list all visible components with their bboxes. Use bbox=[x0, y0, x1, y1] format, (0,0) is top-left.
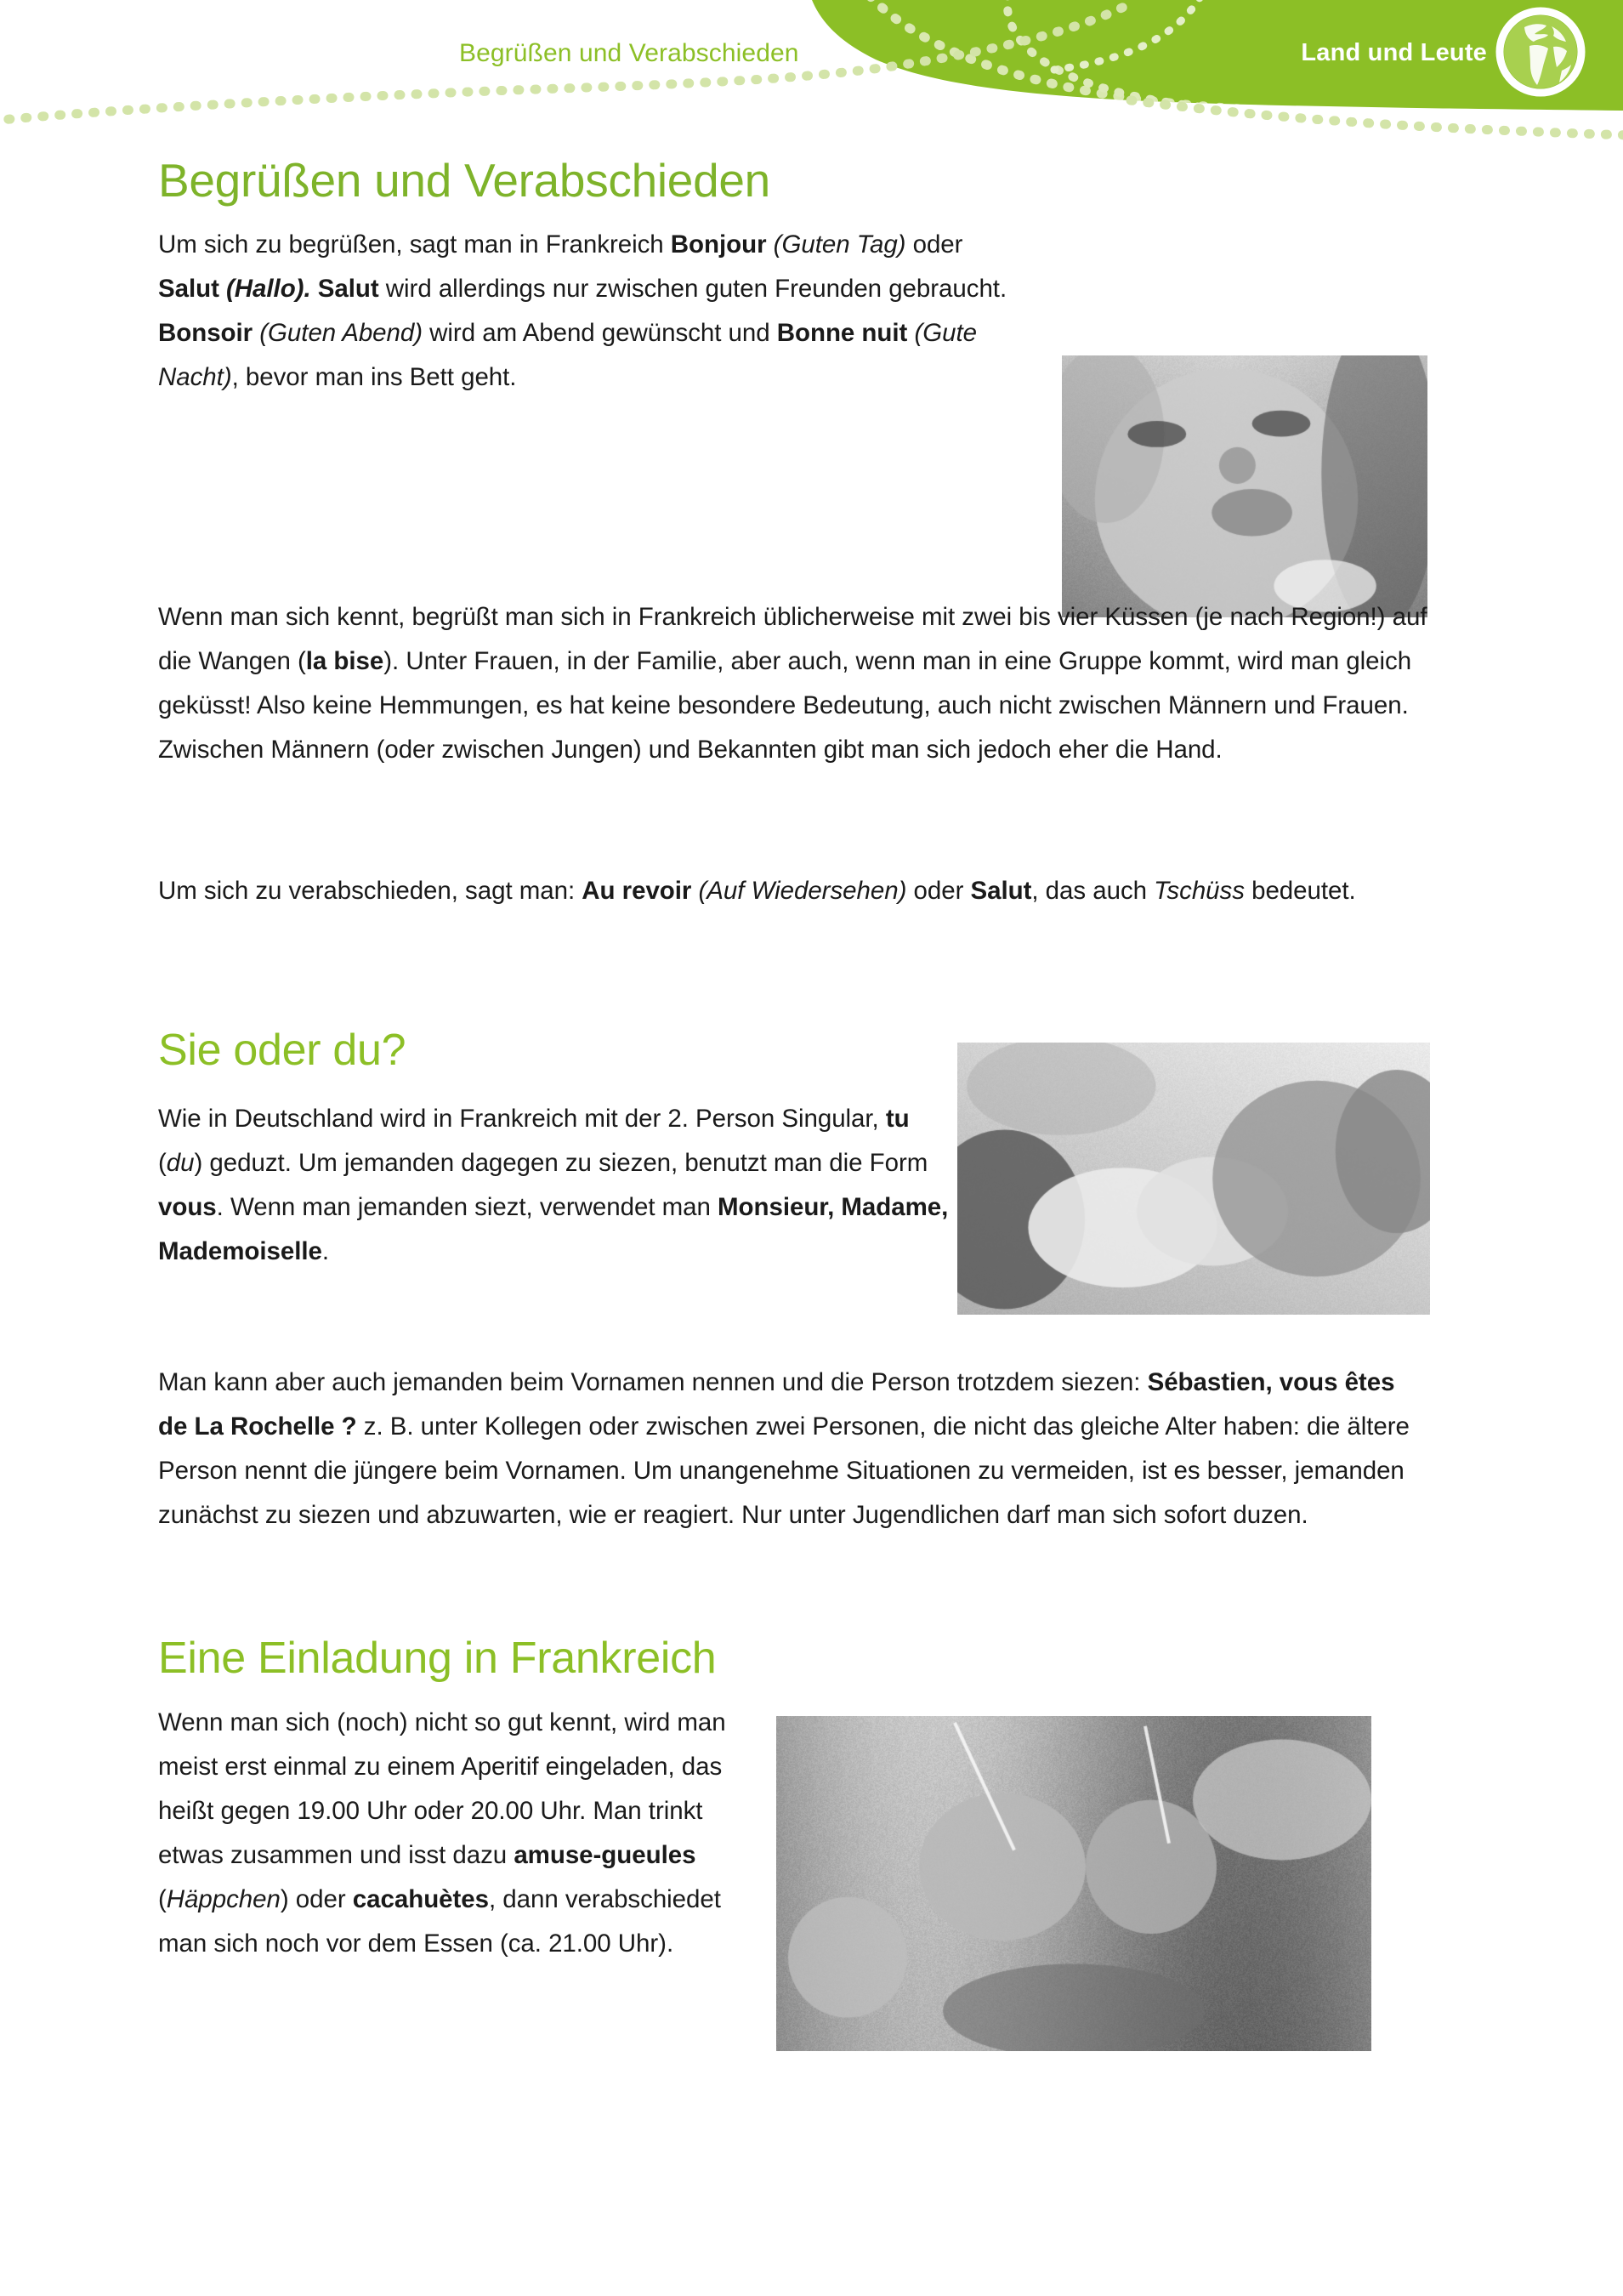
photo-handshake bbox=[957, 1043, 1430, 1315]
section-title-begruessen: Begrüßen und Verabschieden bbox=[158, 154, 770, 207]
paragraph-kissing-custom: Wenn man sich kennt, begrüßt man sich in Frankreich üblicherweise mit zwei bis vier Küssen (je nach Region!) auf die Wangen (la bise). Unter Frauen, in der Familie, aber auch, wenn man in eine Gruppe kommt, wird man gleich geküsst! Also keine Hemmungen, es hat keine besondere Bedeutung, auch nicht zwischen Männern und Frauen. Zwischen Männern (oder zwischen Jungen) und Bekannten gibt man sich jedoch eher die Hand. bbox=[158, 603, 1427, 764]
globe-icon bbox=[1495, 7, 1586, 97]
section-title-einladung: Eine Einladung in Frankreich bbox=[158, 1634, 717, 1683]
header-section-label: Land und Leute bbox=[1301, 39, 1487, 66]
section-title-sie-oder-du: Sie oder du? bbox=[158, 1026, 406, 1075]
paragraph-formal-informal: Wie in Deutschland wird in Frankreich mit der 2. Person Singular, tu (du) geduzt. Um jemanden dagegen zu siezen, benutzt man die Form vous. Wenn man jemanden siezt, verwendet man Monsieur, Madame, Mademoiselle. bbox=[158, 1105, 949, 1265]
paragraph-farewell: Um sich zu verabschieden, sagt man: Au revoir (Auf Wiedersehen) oder Salut, das auch Tschüss bedeutet. bbox=[158, 877, 1356, 905]
header-banner-graphic bbox=[0, 0, 1623, 140]
photo-aperitif-snacks bbox=[776, 1716, 1371, 2051]
page-header bbox=[0, 0, 1623, 140]
paragraph-aperitif: Wenn man sich (noch) nicht so gut kennt, wird man meist erst einmal zu einem Aperitif eingeladen, das heißt gegen 19.00 Uhr oder 20.00 Uhr. Man trinkt etwas zusammen und isst dazu amuse-gueules (Häppchen) oder cacahuètes, dann verabschiedet man sich noch vor dem Essen (ca. 21.00 Uhr). bbox=[158, 1708, 726, 1958]
paragraph-greetings-intro: Um sich zu begrüßen, sagt man in Frankreich Bonjour (Guten Tag) oder Salut (Hallo). Salut wird allerdings nur zwischen guten Freunden gebraucht. Bonsoir (Guten Abend) wird am Abend gewünscht und Bonne nuit (Gute Nacht), bevor man ins Bett geht. bbox=[158, 230, 1007, 391]
photo-woman-blowing-kiss bbox=[1062, 355, 1427, 617]
header-running-title: Begrüßen und Verabschieden bbox=[459, 39, 799, 67]
paragraph-first-name-siezen: Man kann aber auch jemanden beim Vornamen nennen und die Person trotzdem siezen: Sébastien, vous êtes de La Rochelle ? z. B. unter Kollegen oder zwischen zwei Personen, die nicht das gleiche Alter haben: die ältere Person nennt die jüngere beim Vornamen. Um unangenehme Situationen zu vermeiden, ist es besser, jemanden zunächst zu siezen und abzuwarten, wie er reagiert. Nur unter Jugendlichen darf man sich sofort duzen. bbox=[158, 1368, 1410, 1529]
